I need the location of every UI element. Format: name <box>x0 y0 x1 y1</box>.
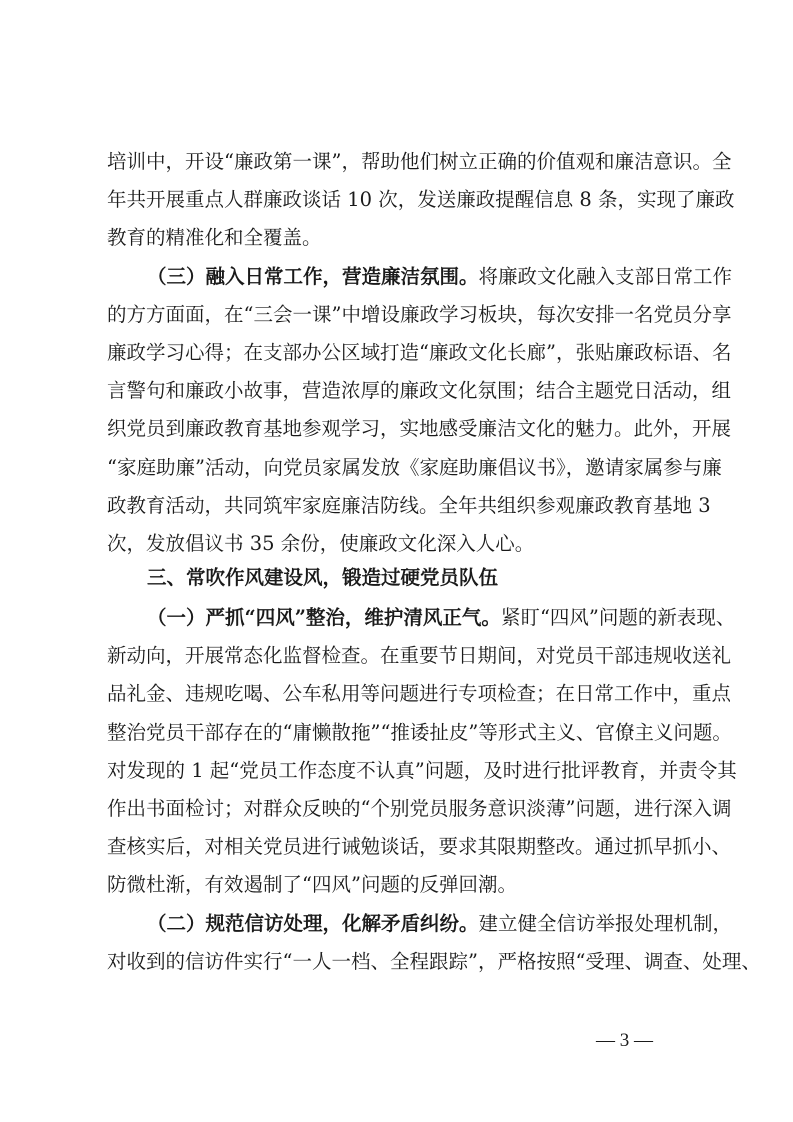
subsection-line <box>107 905 733 943</box>
body-line: 培训中，开设“廉政第一课”，帮助他们树立正确的价值观和廉洁意识。全 <box>107 150 732 173</box>
body-line: 防微杜渐，有效遏制了“四风”问题的反弹回潮。 <box>107 873 517 897</box>
body-line: 织党员到廉政教育基地参观学习，实地感受廉洁文化的魅力。此外，开展 <box>107 417 732 441</box>
body-line: 整治党员干部存在的“庸懒散拖”“推诿扯皮”等形式主义、官僚主义问题。 <box>107 720 732 744</box>
body-text: 将廉政文化融入支部日常工作 <box>478 264 733 288</box>
body-line: 查核实后，对相关党员进行诫勉谈话，要求其限期整改。通过抓早抓小、 <box>107 835 732 859</box>
body-line: 教育的精准化和全覆盖。 <box>107 226 322 250</box>
body-line: 廉政学习心得；在支部办公区域打造“廉政文化长廊”，张贴廉政标语、名 <box>107 340 732 364</box>
body-line: 次，发放倡议书 35 余份，使廉政文化深入人心。 <box>107 531 535 555</box>
body-line: 年共开展重点人群廉政谈话 10 次，发送廉政提醒信息 8 条，实现了廉政 <box>107 188 735 212</box>
document-page <box>107 143 761 981</box>
body-line: 新动向，开展常态化监督检查。在重要节日期间，对党员干部违规收送礼 <box>107 644 732 668</box>
body-line: 对发现的 1 起“党员工作态度不认真”问题，及时进行批评教育，并责令其 <box>107 758 737 782</box>
page-number: — 3 — <box>596 1030 653 1051</box>
subsection-line <box>107 599 736 637</box>
body-line: “家庭助廉”活动，向党员家属发放《家庭助廉倡议书》，邀请家属参与廉 <box>107 455 722 479</box>
body-line: 的方方面面，在“三会一课”中增设廉政学习板块，每次安排一名党员分享 <box>107 302 732 326</box>
body-line: 品礼金、违规吃喝、公车私用等问题进行专项检查；在日常工作中，重点 <box>107 682 732 706</box>
subsection-title: （一）严抓“四风”整治，维护清风正气。 <box>147 606 501 630</box>
body-text: 紧盯“四风”问题的新表现、 <box>500 606 736 630</box>
body-line: 言警句和廉政小故事，营造浓厚的廉政文化氛围；结合主题党日活动，组 <box>107 379 732 403</box>
body-line: 政教育活动，共同筑牢家庭廉洁防线。全年共组织参观廉政教育基地 3 <box>107 493 711 517</box>
section-heading: 三、常吹作风建设风，锻造过硬党员队伍 <box>147 566 499 590</box>
body-line: 作出书面检讨；对群众反映的“个别党员服务意识淡薄”问题，进行深入调 <box>107 797 732 820</box>
subsection-title: （三）融入日常工作，营造廉洁氛围。 <box>147 264 479 288</box>
body-line: 对收到的信访件实行“一人一档、全程跟踪”，严格按照“受理、调查、处理、 <box>107 949 761 973</box>
subsection-line <box>107 258 733 296</box>
subsection-title: （二）规范信访处理，化解矛盾纠纷。 <box>147 911 479 935</box>
body-text: 建立健全信访举报处理机制， <box>478 911 733 935</box>
